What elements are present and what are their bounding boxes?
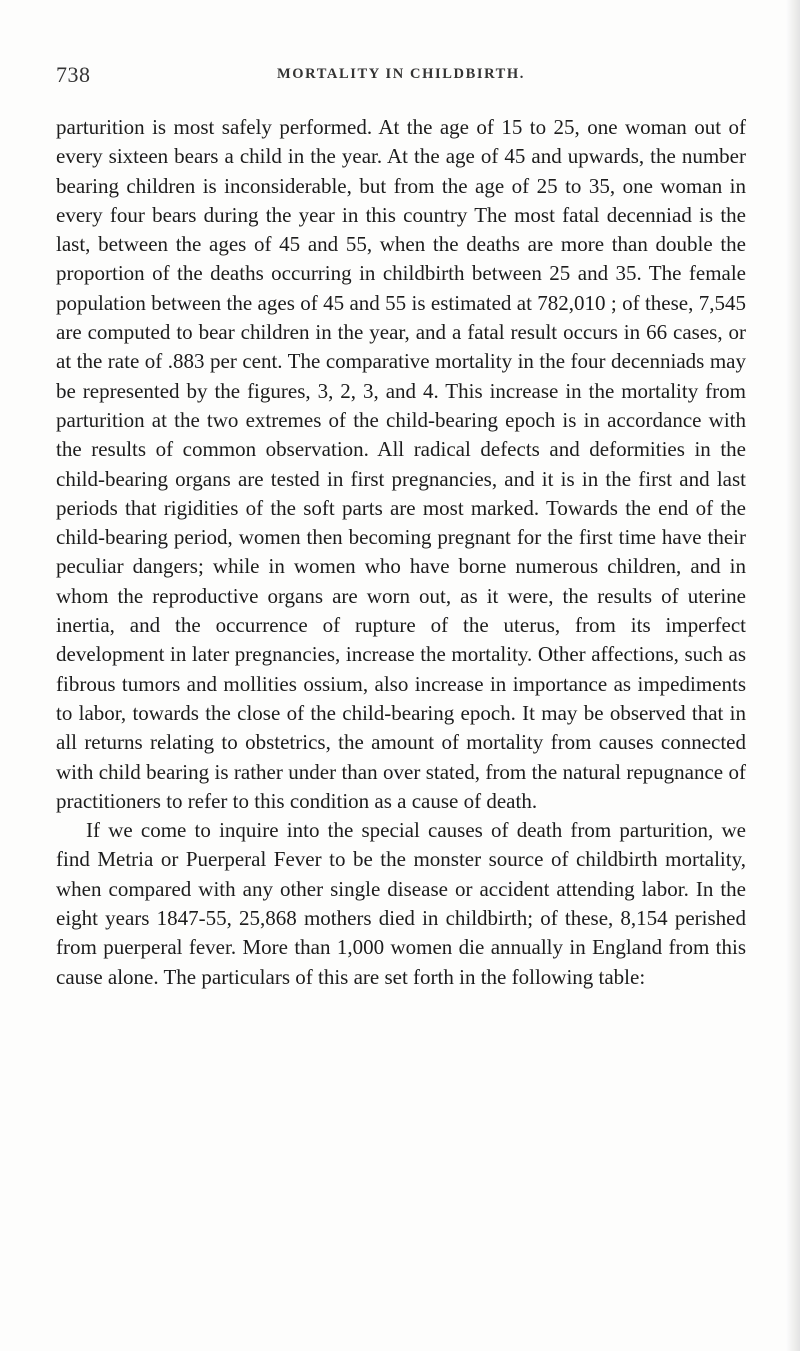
body-text	[56, 113, 746, 992]
paragraph-puerperal-fever: If we come to inquire into the special causes of death from parturition, we find Metria or Puerperal Fever to be the monster source of childbirth mortality, when compared with any other single disease or accident attending labor. In the eight years 1847-55, 25,868 mothers died in childbirth; of these, 8,154 perished from puerperal fever. More than 1,000 women die annually in England from this cause alone. The particulars of this are set forth in the following table:	[56, 818, 746, 989]
running-title: MORTALITY IN CHILDBIRTH.	[276, 66, 526, 82]
running-head	[56, 62, 746, 92]
paragraph-continued: parturition is most safely performed. At the age of 15 to 25, one woman out of every sixteen bears a child in the year. At the age of 45 and upwards, the number bearing children is inconsiderable, but from the age of 25 to 35, one woman in every four bears during the year in this country The most fatal decenniad is the last, between the ages of 45 and 55, when the deaths are more than double the proportion of the deaths occurring in childbirth between 25 and 35. The female population between the ages of 45 and 55 is estimated at 782,010 ; of these, 7,545 are computed to bear children in the year, and a fatal result occurs in 66 cases, or at the rate of .883 per cent. The comparative mortality in the four decenniads may be represented by the figures, 3, 2, 3, and 4. This increase in the mortality from parturition at the two extremes of the child-bearing epoch is in accordance with the results of common observation. All radical defects and deformities in the child-bearing organs are tested in first pregnancies, and it is in the first and last periods that rigidities of the soft parts are most marked. Towards the end of the child-bearing period, women then becoming pregnant for the first time have their peculiar dangers; while in women who have borne numerous children, and in whom the reproductive organs are worn out, as it were, the results of uterine inertia, and the occurrence of rupture of the uterus, from its imperfect development in later pregnancies, increase the mortality. Other affections, such as fibrous tumors and mollities ossium, also increase in importance as impediments to labor, towards the close of the child-bearing epoch. It may be observed that in all returns relating to obstetrics, the amount of mortality from causes connected with child bearing is rather under than over stated, from the natural repugnance of practitioners to refer to this condition as a cause of death.	[56, 115, 746, 813]
page-edge-shadow	[786, 0, 800, 1351]
page-number: 738	[56, 62, 91, 87]
